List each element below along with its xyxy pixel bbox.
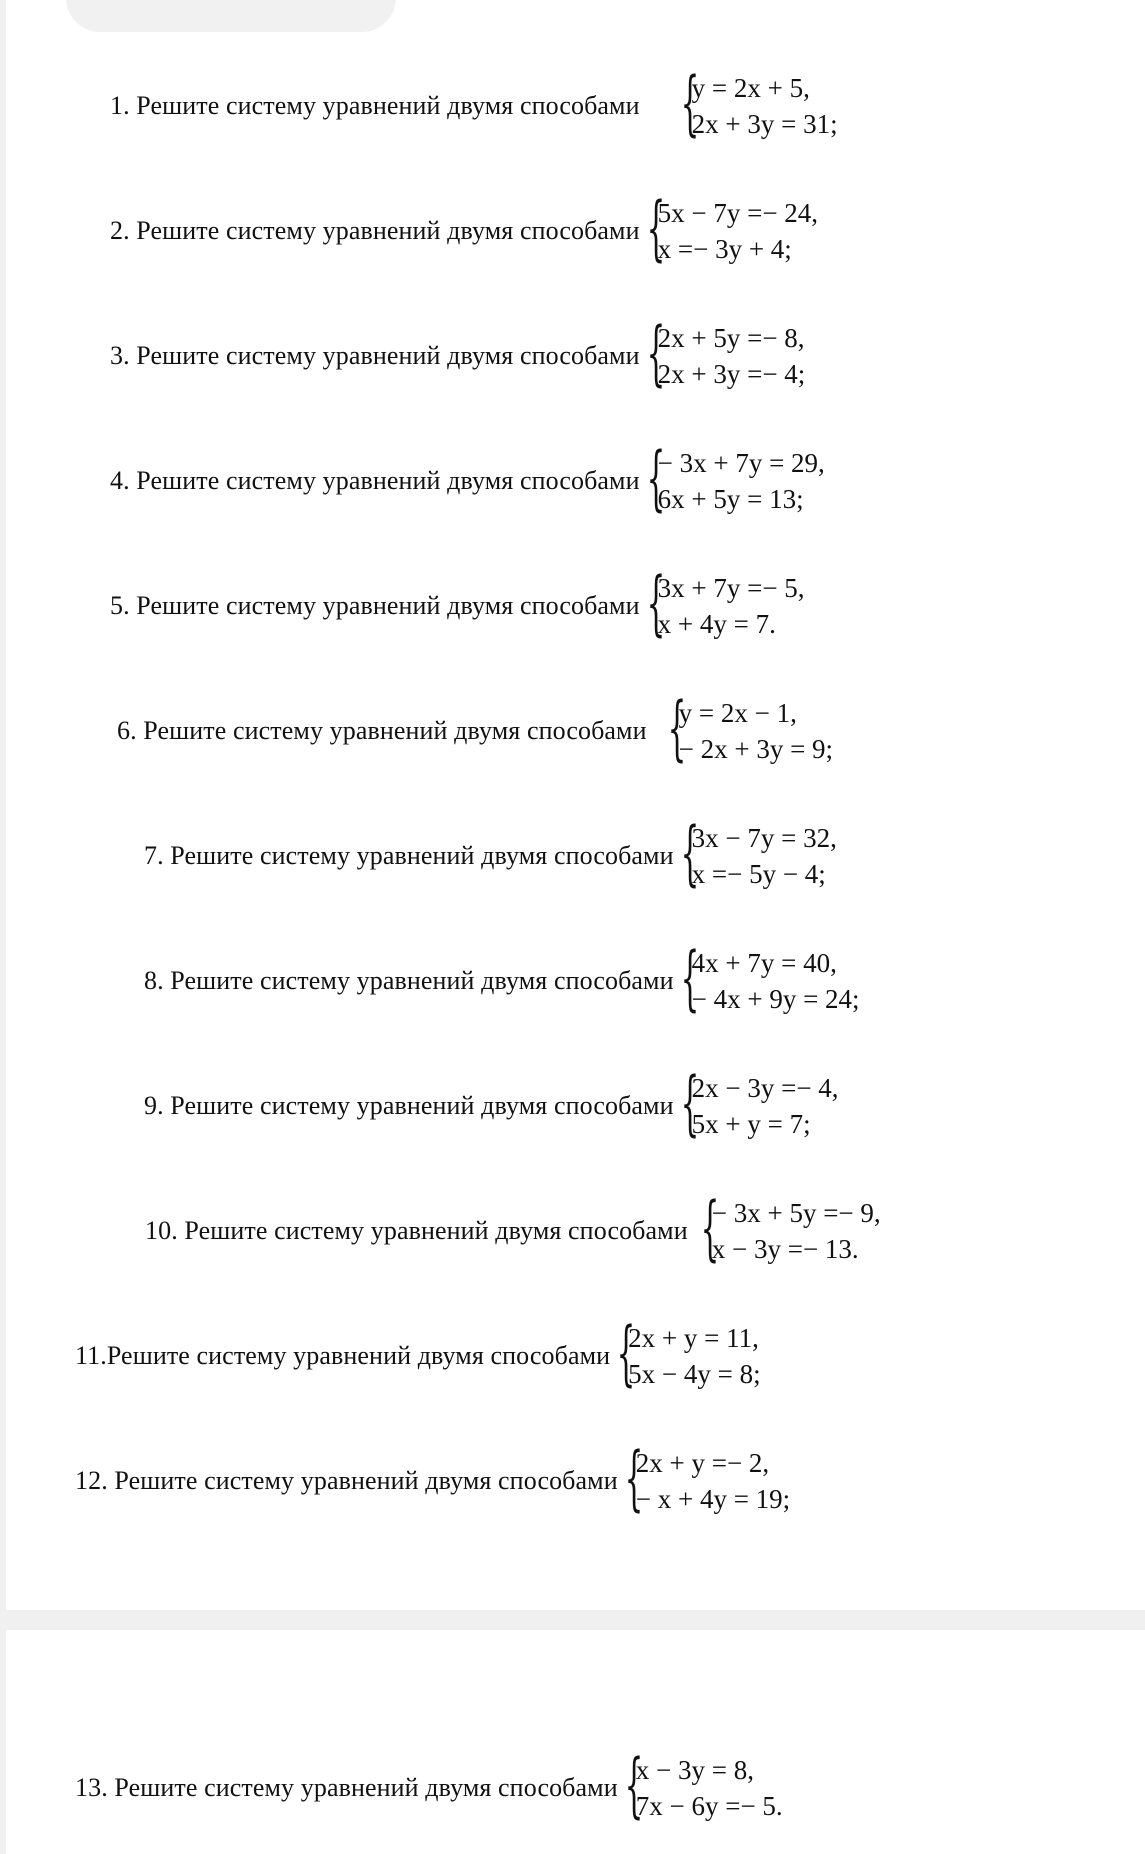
equation-system	[642, 312, 806, 394]
task-13	[75, 1744, 783, 1826]
brace-icon: {	[646, 187, 665, 269]
task-label: 12. Решите систему уравнений двумя способами	[75, 1466, 618, 1495]
document-page-1	[6, 0, 1145, 1610]
document-page-2	[6, 1630, 1145, 1854]
equation-1: 3x − 7y = 32,	[691, 823, 837, 853]
brace-icon: {	[646, 437, 665, 519]
equation-system	[642, 437, 825, 519]
brace-icon: {	[624, 1744, 644, 1826]
equation-2: 7x − 6y =− 5.	[635, 1791, 783, 1821]
task-2	[110, 187, 819, 269]
equation-2: 6x + 5y = 13;	[657, 484, 804, 514]
brace-icon: {	[680, 1062, 699, 1144]
task-label: 4. Решите систему уравнений двумя способами	[110, 466, 640, 495]
equation-1: − 3x + 7y = 29,	[657, 448, 825, 478]
equation-system	[612, 1312, 761, 1394]
equation-2: x =− 3y + 4;	[657, 234, 792, 264]
brace-icon: {	[680, 937, 699, 1019]
equation-2: x =− 5y − 4;	[691, 859, 826, 889]
task-8	[144, 937, 860, 1019]
equation-1: 2x + 5y =− 8,	[657, 323, 805, 353]
equation-system	[620, 1744, 783, 1826]
top-tab-shape	[66, 0, 396, 32]
task-12	[75, 1437, 791, 1519]
equation-system	[696, 1187, 881, 1269]
equation-1: y = 2x + 5,	[691, 73, 810, 103]
equation-2: 5x − 4y = 8;	[628, 1359, 761, 1389]
task-label: 6. Решите систему уравнений двумя способами	[117, 716, 647, 745]
equation-2: − x + 4y = 19;	[635, 1484, 791, 1514]
task-label: 13. Решите систему уравнений двумя способами	[75, 1773, 618, 1802]
equation-1: 2x + y = 11,	[628, 1323, 759, 1353]
task-label: 11.Решите систему уравнений двумя способами	[75, 1341, 611, 1370]
brace-icon: {	[646, 562, 665, 644]
equation-system	[642, 187, 819, 269]
equation-2: 2x + 3y = 31;	[691, 109, 838, 139]
brace-icon: {	[680, 812, 699, 894]
equation-system	[642, 562, 805, 644]
task-label: 5. Решите систему уравнений двумя способами	[110, 591, 640, 620]
task-1	[110, 62, 838, 144]
equation-1: 3x + 7y =− 5,	[657, 573, 805, 603]
brace-icon: {	[680, 62, 699, 144]
task-label: 1. Решите систему уравнений двумя способами	[110, 91, 640, 120]
brace-icon: {	[700, 1187, 720, 1269]
equation-1: 2x + y =− 2,	[635, 1448, 770, 1478]
task-4	[110, 437, 825, 519]
task-10	[145, 1187, 881, 1269]
task-7	[144, 812, 837, 894]
brace-icon: {	[616, 1312, 636, 1394]
equation-1: 5x − 7y =− 24,	[657, 198, 819, 228]
brace-icon: {	[667, 687, 686, 769]
equation-1: y = 2x − 1,	[678, 698, 797, 728]
task-9	[144, 1062, 839, 1144]
equation-system	[676, 1062, 839, 1144]
equation-2: 5x + y = 7;	[691, 1109, 811, 1139]
equation-system	[676, 62, 838, 144]
task-6	[117, 687, 834, 769]
task-label: 7. Решите систему уравнений двумя способами	[144, 841, 674, 870]
task-label: 10. Решите систему уравнений двумя способами	[145, 1216, 688, 1245]
equation-1: 2x − 3y =− 4,	[691, 1073, 839, 1103]
equation-1: x − 3y = 8,	[635, 1755, 754, 1785]
equation-system	[676, 812, 837, 894]
brace-icon: {	[646, 312, 665, 394]
task-label: 2. Решите систему уравнений двумя способами	[110, 216, 640, 245]
task-11	[75, 1312, 761, 1394]
brace-icon: {	[624, 1437, 644, 1519]
equation-system	[663, 687, 834, 769]
task-5	[110, 562, 805, 644]
equation-1: − 3x + 5y =− 9,	[711, 1198, 881, 1228]
equation-2: 2x + 3y =− 4;	[657, 359, 806, 389]
task-label: 3. Решите систему уравнений двумя способами	[110, 341, 640, 370]
equation-2: − 2x + 3y = 9;	[678, 734, 834, 764]
equation-2: x − 3y =− 13.	[711, 1234, 859, 1264]
equation-2: x + 4y = 7.	[657, 609, 776, 639]
equation-system	[620, 1437, 791, 1519]
equation-2: − 4x + 9y = 24;	[691, 984, 860, 1014]
task-label: 9. Решите систему уравнений двумя способами	[144, 1091, 674, 1120]
task-label: 8. Решите систему уравнений двумя способами	[144, 966, 674, 995]
task-3	[110, 312, 806, 394]
equation-system	[676, 937, 860, 1019]
equation-1: 4x + 7y = 40,	[691, 948, 837, 978]
